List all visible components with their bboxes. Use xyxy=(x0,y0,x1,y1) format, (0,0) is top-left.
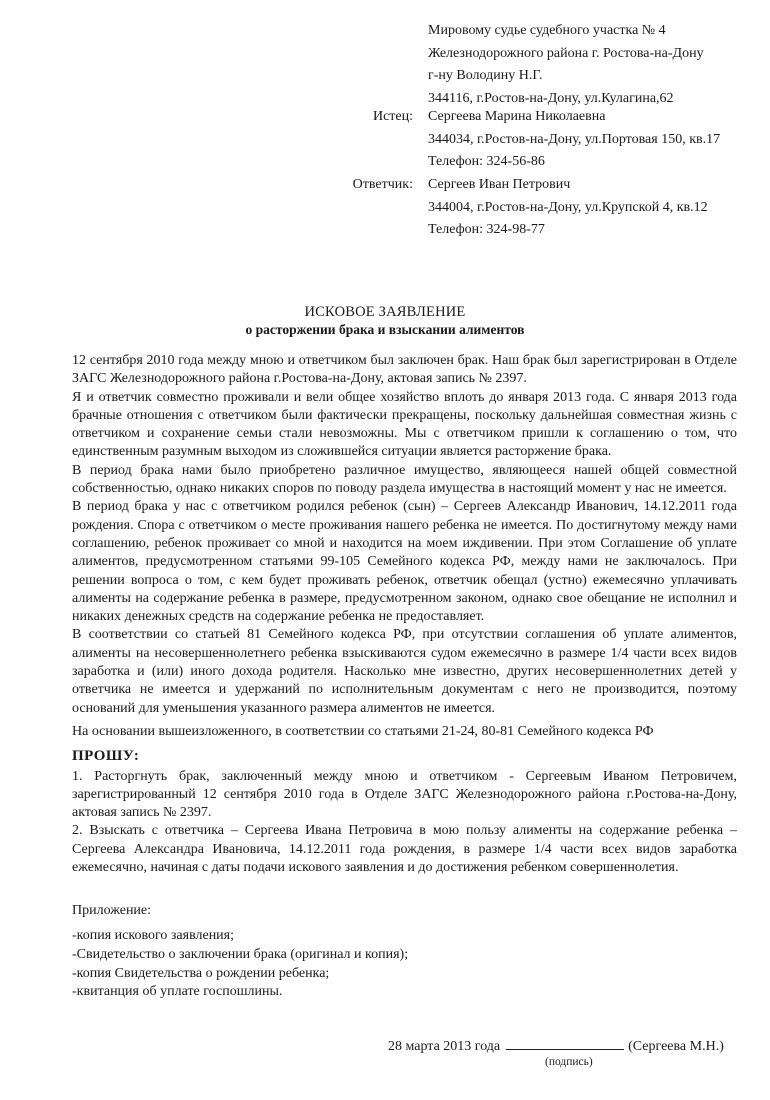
plaintiff-address: 344034, г.Ростов-на-Дону, ул.Портовая 150, кв.17 xyxy=(428,131,721,147)
addressee-line: Мировому судье судебного участка № 4 xyxy=(428,23,666,38)
defendant-block xyxy=(428,174,758,242)
addressee-line: г-ну Володину Н.Г. xyxy=(428,68,543,83)
plaintiff-role-label: Истец: xyxy=(372,109,413,124)
plaintiff-phone: Телефон: 324-56-86 xyxy=(428,154,545,169)
body-paragraph: В период брака у нас с ответчиком родился ребенок (сын) – Сергеев Александр Иванович, 14.12.2011 года рождения. Спора с ответчиком о месте проживания нашего ребенка не имеется. По достигнутому между нами соглашению, ребенок проживает со мной и находится на моем иждивении. При этом Соглашение об уплате алиментов, предусмотренном статьями 99-105 Семейного кодекса РФ, между нами не заключалось. При решении вопроса о том, с кем будет проживать ребенок, ответчик обещал (устно) ежемесячно уплачивать алименты на содержание ребенка в размере, предусмотренном законом, однако свое обещание не исполнил и никаких денежных средств на содержание ребенка не предоставляет. xyxy=(72,499,737,625)
attachment-item: -Свидетельство о заключении брака (оригинал и копия); xyxy=(72,946,409,962)
attachments-heading: Приложение: xyxy=(72,903,152,918)
document-body xyxy=(72,352,737,877)
signature-caption: (подпись) xyxy=(545,1056,593,1068)
request-item: 2. Взыскать с ответчика – Сергеева Ивана Петровича в мою пользу алименты на содержание ребенка – Сергеева Александра Ивановича, 14.12.2011 года рождения, в размере 1/4 части всех видов заработка ежемесячно, начиная с даты подачи искового заявления и до достижения ребенком совершеннолетия. xyxy=(72,823,737,876)
plaintiff-name: Сергеева Марина Николаевна xyxy=(428,109,606,124)
defendant-phone: Телефон: 324-98-77 xyxy=(428,222,545,237)
request-item: 1. Расторгнуть брак, заключенный между мною и ответчиком - Сергеевым Иваном Петровичем, зарегистрированный 12 сентября 2010 года в Отделе ЗАГС Железнодорожного района г.Ростова-на-Дону, актовая запись № 2397. xyxy=(72,768,737,821)
signature-name: (Сергеева М.Н.) xyxy=(628,1039,724,1054)
defendant-address: 344004, г.Ростов-на-Дону, ул.Крупской 4, кв.12 xyxy=(428,199,708,215)
body-paragraph: Я и ответчик совместно проживали и вели общее хозяйство вплоть до января 2013 года. С января 2013 года брачные отношения с ответчиком были фактически прекращены, поскольку дальнейшая совместная жизнь с ответчиком и сохранение семьи стали невозможны. Мы с ответчиком пришли к соглашению о том, что единственным разумным выходом из сложившейся ситуации является расторжение брака. xyxy=(72,389,737,460)
signature-date: 28 марта 2013 года xyxy=(388,1039,501,1054)
body-paragraph: На основании вышеизложенного, в соответствии со статьями 21-24, 80-81 Семейного кодекса РФ xyxy=(72,723,654,739)
addressee-block xyxy=(428,20,758,110)
attachment-item: -копия Свидетельства о рождении ребенка; xyxy=(72,965,330,981)
body-paragraph: В период брака нами было приобретено различное имущество, являющееся нашей общей совместной собственностью, однако никаких споров по поводу раздела имущества в настоящий момент у нас не имеется. xyxy=(72,462,737,497)
document-subtitle: о расторжении брака и взыскании алиментов xyxy=(245,322,525,337)
plaintiff-block xyxy=(428,106,758,174)
signature-line xyxy=(388,1037,724,1055)
attachment-item: -квитанция об уплате госпошлины. xyxy=(72,984,283,1000)
defendant-role-label: Ответчик: xyxy=(352,177,413,192)
addressee-line: Железнодорожного района г. Ростова-на-Дону xyxy=(428,45,704,61)
request-heading: ПРОШУ: xyxy=(72,748,140,765)
attachment-item: -копия искового заявления; xyxy=(72,928,235,943)
defendant-name: Сергеев Иван Петрович xyxy=(428,177,571,192)
attachments-list xyxy=(72,927,408,1002)
document-title: ИСКОВОЕ ЗАЯВЛЕНИЕ xyxy=(304,304,466,320)
signature-field[interactable] xyxy=(506,1037,624,1050)
addressee-line: 344116, г.Ростов-на-Дону, ул.Кулагина,62 xyxy=(428,90,674,106)
body-paragraph: 12 сентября 2010 года между мною и ответчиком был заключен брак. Наш брак был зарегистрирован в Отделе ЗАГС Железнодорожного района г.Ростова-на-Дону, актовая запись № 2397. xyxy=(72,353,737,387)
body-paragraph: В соответствии со статьей 81 Семейного кодекса РФ, при отсутствии соглашения об уплате алиментов, алименты на несовершеннолетнего ребенка взыскиваются судом ежемесячно в размере 1/4 части всех видов заработка и (или) иного дохода родителя. Насколько мне известно, других несовершеннолетних детей у ответчика не имеется и удержаний по исполнительным документам с него не производится, поэтому оснований для уменьшения указанного размера алиментов не имеется. xyxy=(72,627,737,716)
